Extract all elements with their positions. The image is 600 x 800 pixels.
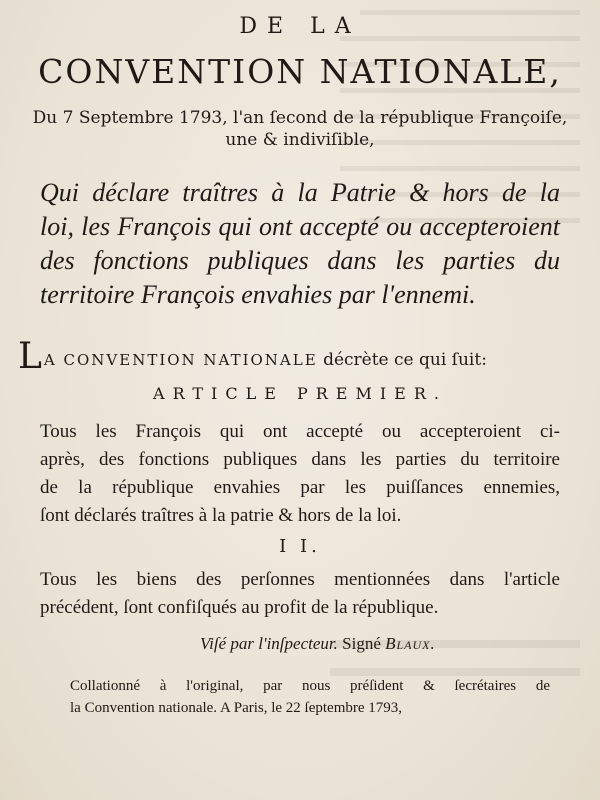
subtitle-line: loi, les François qui ont accepté ou accepteroient [40,212,560,241]
article-1-heading: ARTICLE PREMIER. [153,384,447,403]
decree-preamble [18,336,588,377]
article-line: Tous les biens des perſonnes mentionnées dans l'article [40,569,560,590]
drop-cap: L [18,336,42,377]
decree-subtitle [40,176,560,312]
decree-text: décrète ce qui ſuit: [317,350,487,370]
subtitle-line: Qui déclare traîtres à la Patrie & hors de la [40,178,560,207]
signature-line [200,634,580,654]
signe-text: Signé [337,634,386,653]
page-title: CONVENTION NATIONALE, [38,52,562,91]
collation-line: Collationné à l'original, par nous préſident & ſecrétaires de [70,678,550,694]
article-2-body [40,566,560,622]
article-line: après, des fonctions publiques dans les parties du territoire [40,449,560,470]
convention-caps: A CONVENTION NATIONALE [43,351,318,369]
vise-text: Viſé par l'inſpecteur. [200,634,338,653]
article-line: ſont déclarés traîtres à la patrie & hors de la loi. [40,505,402,526]
subtitle-line: territoire François envahies par l'ennemi. [40,280,476,309]
collation-line-continued: la Convention nationale. A Paris, le 22 ſeptembre 1793, [70,700,403,716]
article-2-heading: I I. [279,536,321,557]
article-line: de la république envahies par les puiſſances ennemies, [40,477,560,498]
date-line: Du 7 Septembre 1793, l'an ſecond de la république Françoiſe, [32,108,568,128]
subtitle-line: des fonctions publiques dans les parties du [40,246,560,275]
article-line: précédent, ſont confiſqués au profit de la république. [40,597,439,618]
date-line-continued: une & indiviſible, [225,130,375,150]
article-line: Tous les François qui ont accepté ou accepteroient ci- [40,421,560,442]
header-de-la: DE LA [239,14,361,39]
article-1-body [40,418,560,530]
signatory-name: Blaux. [385,634,436,653]
